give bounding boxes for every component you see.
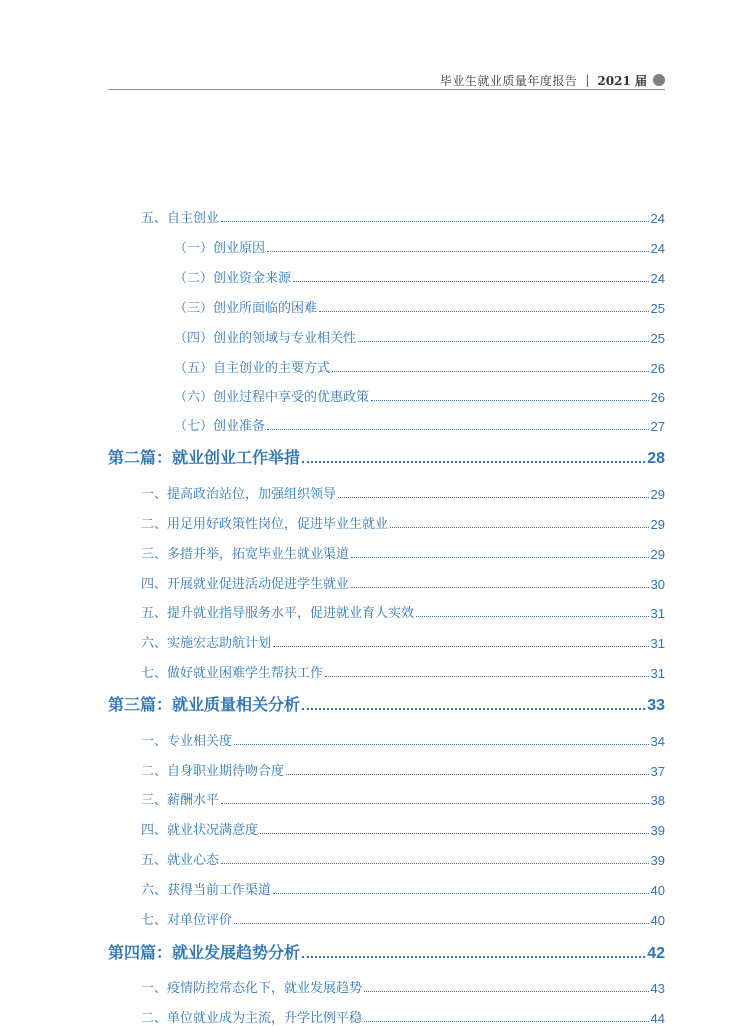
toc-entry[interactable] xyxy=(141,819,665,838)
toc-entry[interactable] xyxy=(141,207,665,226)
toc-leader xyxy=(273,893,649,894)
toc-entry-page: 33 xyxy=(647,697,665,714)
toc-leader xyxy=(351,557,649,558)
toc-entry[interactable] xyxy=(141,573,665,592)
toc-entry-page: 34 xyxy=(650,734,665,749)
toc-leader xyxy=(371,400,649,401)
toc-entry-label: 三、多措并举，拓宽毕业生就业渠道 xyxy=(141,547,350,562)
header-separator: | xyxy=(585,73,590,87)
toc-leader xyxy=(390,527,649,528)
toc-leader xyxy=(260,833,649,834)
toc-leader xyxy=(273,646,649,647)
toc-entry-label: 七、做好就业困难学生帮扶工作 xyxy=(141,666,324,681)
toc-entry-label: 三、薪酬水平 xyxy=(141,793,220,808)
toc-part-heading[interactable] xyxy=(108,445,665,468)
toc-leader xyxy=(338,497,649,498)
toc-entry-page: 39 xyxy=(650,853,665,868)
toc-entry-label: （五）自主创业的主要方式 xyxy=(174,361,331,376)
toc-leader xyxy=(358,341,649,342)
toc-leader xyxy=(234,923,649,924)
toc-entry-page: 26 xyxy=(650,390,665,405)
toc-entry-label: 第二篇：就业创业工作举措 xyxy=(108,448,301,467)
toc-leader xyxy=(286,774,649,775)
toc-entry[interactable] xyxy=(141,879,665,898)
toc-entry-label: 一、疫情防控常态化下，就业发展趋势 xyxy=(141,981,363,996)
toc-entry-page: 38 xyxy=(650,793,665,808)
toc-entry-page: 37 xyxy=(650,764,665,779)
toc-entry-page: 40 xyxy=(650,883,665,898)
report-year: 2021 届 xyxy=(597,73,647,88)
toc-entry[interactable] xyxy=(141,513,665,532)
toc-entry-page: 24 xyxy=(650,271,665,286)
toc-entry[interactable] xyxy=(141,543,665,562)
toc-entry-page: 26 xyxy=(650,361,665,376)
toc-entry-label: 六、获得当前工作渠道 xyxy=(141,883,272,898)
running-header xyxy=(108,70,665,90)
toc-leader xyxy=(319,311,649,312)
toc-entry-label: （六）创业过程中享受的优惠政策 xyxy=(174,390,370,405)
toc-entry-label: 七、对单位评价 xyxy=(141,913,233,928)
toc-entry-label: 一、提高政治站位，加强组织领导 xyxy=(141,487,337,502)
toc-part-heading[interactable] xyxy=(108,692,665,715)
toc-entry-label: （二）创业资金来源 xyxy=(174,271,292,286)
toc-leader xyxy=(267,251,649,252)
toc-entry-label: （四）创业的领域与专业相关性 xyxy=(174,331,357,346)
toc-part-heading[interactable] xyxy=(108,940,665,963)
toc-entry[interactable] xyxy=(141,1007,665,1026)
toc-entry[interactable] xyxy=(141,632,665,651)
toc-entry-page: 44 xyxy=(650,1011,665,1026)
report-title: 毕业生就业质量年度报告 xyxy=(439,73,578,88)
toc-entry-page: 27 xyxy=(650,419,665,434)
toc-leader xyxy=(364,1021,649,1022)
toc-entry-page: 43 xyxy=(650,981,665,996)
toc-entry-label: 五、就业心态 xyxy=(141,853,220,868)
toc-entry-label: 第三篇：就业质量相关分析 xyxy=(108,695,301,714)
toc-entry[interactable] xyxy=(174,297,665,316)
toc-entry-page: 25 xyxy=(650,301,665,316)
toc-entry-page: 29 xyxy=(650,487,665,502)
toc-entry-label: 二、用足用好政策性岗位，促进毕业生就业 xyxy=(141,517,389,532)
toc-leader xyxy=(221,863,649,864)
toc-entry-page: 30 xyxy=(650,577,665,592)
toc-entry-label: 六、实施宏志助航计划 xyxy=(141,636,272,651)
toc-entry-page: 31 xyxy=(650,666,665,681)
toc-entry-label: 五、提升就业指导服务水平，促进就业育人实效 xyxy=(141,606,415,621)
toc-entry-page: 24 xyxy=(650,211,665,226)
toc-leader xyxy=(302,956,645,958)
toc-entry-page: 39 xyxy=(650,823,665,838)
toc-leader xyxy=(364,991,649,992)
toc-leader xyxy=(221,221,649,222)
toc-entry[interactable] xyxy=(141,789,665,808)
toc-leader xyxy=(416,616,649,617)
toc-entry-page: 31 xyxy=(650,636,665,651)
toc-entry[interactable] xyxy=(174,357,665,376)
toc-leader xyxy=(234,744,649,745)
toc-entry-label: 二、自身职业期待吻合度 xyxy=(141,764,285,779)
toc-entry[interactable] xyxy=(141,662,665,681)
toc-leader xyxy=(221,803,649,804)
toc-entry-page: 25 xyxy=(650,331,665,346)
toc-leader xyxy=(332,371,649,372)
toc-entry-label: 第四篇：就业发展趋势分析 xyxy=(108,943,301,962)
toc-leader xyxy=(267,429,649,430)
toc-entry[interactable] xyxy=(141,483,665,502)
toc-entry[interactable] xyxy=(141,909,665,928)
toc-entry-page: 29 xyxy=(650,517,665,532)
toc-leader xyxy=(302,461,645,463)
toc-entry-page: 31 xyxy=(650,606,665,621)
toc-entry-label: 四、开展就业促进活动促进学生就业 xyxy=(141,577,350,592)
toc-entry-label: （三）创业所面临的困难 xyxy=(174,301,318,316)
toc-entry-page: 42 xyxy=(647,945,665,962)
toc-leader xyxy=(351,587,649,588)
toc-entry[interactable] xyxy=(141,760,665,779)
toc-entry[interactable] xyxy=(174,267,665,286)
toc-entry-label: （七）创业准备 xyxy=(174,419,266,434)
toc-entry[interactable] xyxy=(141,730,665,749)
toc-entry-label: 五、自主创业 xyxy=(141,211,220,226)
header-rule xyxy=(108,89,665,90)
toc-entry-label: 四、就业状况满意度 xyxy=(141,823,259,838)
header-dot-icon xyxy=(653,74,665,86)
toc-entry[interactable] xyxy=(141,977,665,996)
toc-leader xyxy=(293,281,649,282)
toc-entry-label: （一）创业原因 xyxy=(174,241,266,256)
toc-entry[interactable] xyxy=(174,386,665,405)
toc-entry[interactable] xyxy=(174,327,665,346)
toc-entry[interactable] xyxy=(141,602,665,621)
toc-entry-page: 24 xyxy=(650,241,665,256)
toc-entry-label: 一、专业相关度 xyxy=(141,734,233,749)
toc-entry-page: 40 xyxy=(650,913,665,928)
toc-entry[interactable] xyxy=(141,849,665,868)
toc-entry-page: 29 xyxy=(650,547,665,562)
toc-leader xyxy=(325,676,649,677)
toc-entry[interactable] xyxy=(174,237,665,256)
toc-entry-label: 二、单位就业成为主流，升学比例平稳 xyxy=(141,1011,363,1026)
toc-entry-page: 28 xyxy=(647,450,665,467)
toc-entry[interactable] xyxy=(174,415,665,434)
toc-leader xyxy=(302,708,645,710)
